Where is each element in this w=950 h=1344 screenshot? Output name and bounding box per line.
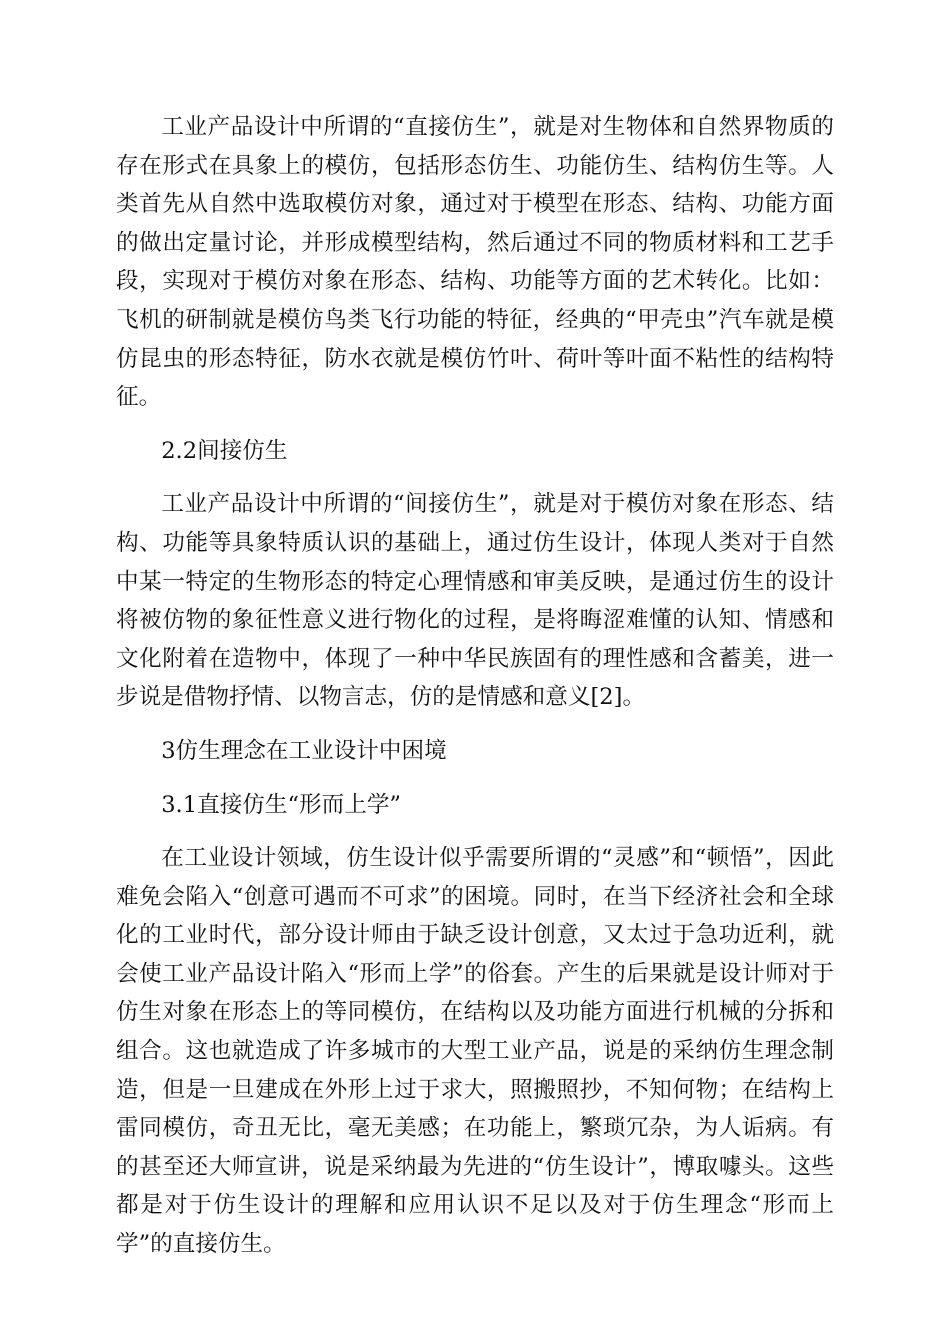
section-heading-3-1: 3.1直接仿生“形而上学”: [161, 791, 401, 818]
paragraph-direct-bionics: 工业产品设计中所谓的“直接仿生”，就是对生物体和自然界物质的存在形式在具象上的模仿，包括形态仿生、功能仿生、结构仿生等。人类首先从自然中选取模仿对象，通过对于模型在形态、结构、功能方面的做出定量讨论，并形成模型结构，然后通过不同的物质材料和工艺手段，实现对于模仿对象在形态、结构、功能等方面的艺术转化。比如：飞机的研制就是模仿鸟类飞行功能的特征，经典的“甲壳虫”汽车就是模仿昆虫的形态特征，防水衣就是模仿竹叶、荷叶等叶面不粘性的结构特征。: [116, 114, 834, 411]
section-heading-2-2: 2.2间接仿生: [161, 437, 288, 464]
paragraph-metaphysics-problem: 在工业设计领域，仿生设计似乎需要所谓的“灵感”和“顿悟”，因此难免会陷入“创意可遇而不可求”的困境。同时，在当下经济社会和全球化的工业时代，部分设计师由于缺乏设计创意，又太过于急功近利，就会使工业产品设计陷入“形而上学”的俗套。产生的后果就是设计师对于仿生对象在形态上的等同模仿，在结构以及功能方面进行机械的分拆和组合。这也就造成了许多城市的大型工业产品，说是的采纳仿生理念制造，但是一旦建成在外形上过于求大，照搬照抄，不知何物；在结构上雷同模仿，奇丑无比，毫无美感；在功能上，繁琐冗杂，为人诟病。有的甚至还大师宣讲，说是采纳最为先进的“仿生设计”，博取噱头。这些都是对于仿生设计的理解和应用认识不足以及对于仿生理念“形而上学”的直接仿生。: [116, 845, 834, 1258]
section-heading-3: 3仿生理念在工业设计中困境: [161, 737, 447, 764]
document-body: [116, 108, 834, 1279]
paragraph-indirect-bionics: 工业产品设计中所谓的“间接仿生”，就是对于模仿对象在形态、结构、功能等具象特质认识的基础上，通过仿生设计，体现人类对于自然中某一特定的生物形态的特定心理情感和审美反映，是通过仿生的设计将被仿物的象征性意义进行物化的过程，是将晦涩难懂的认知、情感和文化附着在造物中，体现了一种中华民族固有的理性感和含蓄美，进一步说是借物抒情、以物言志，仿的是情感和意义[2]。: [116, 491, 834, 711]
